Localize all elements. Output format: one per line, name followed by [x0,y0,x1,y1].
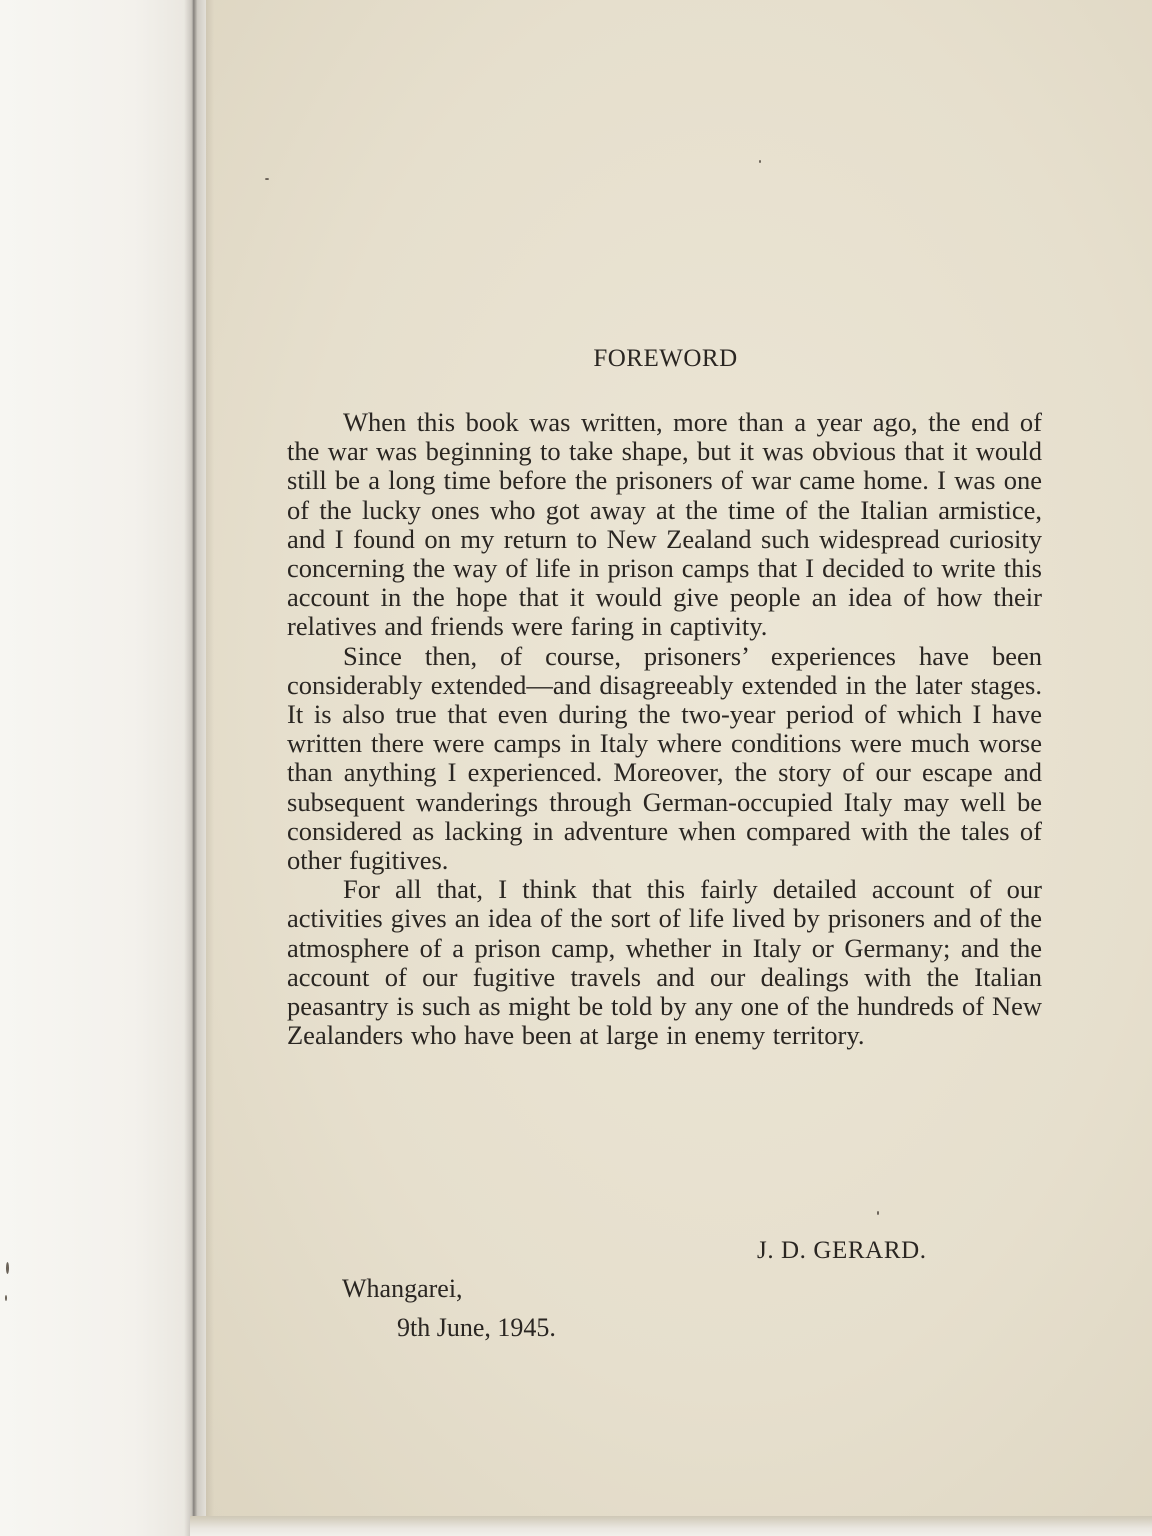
book-gutter [184,0,214,1536]
foreword-text [287,342,1042,1050]
paragraph: When this book was written, more than a year ago, the end of the war was beginning to take shape, but it was obvious that it would still be a long time before the prisoners of war came home. I was one of the lucky ones who got away at the time of the Italian armistice, and I found on my return to New Zealand such widespread curiosity concerning the way of life in prison camps that I decided to write this account in the hope that it would give people an idea of how their relatives and friends were faring in captivity. [287,407,1042,642]
paragraph: For all that, I think that this fairly detailed account of our activities gives an idea of the sort of life lived by prisoners and of the atmosphere of a prison camp, whether in Italy or Germany; and the account of our fugitive travels and our dealings with the Italian peasantry is such as might be told by any one of the hundreds of New Zealanders who have been at large in enemy territory. [287,874,1042,1051]
place-line: Whangarei, [342,1274,463,1303]
page-title: FOREWORD [593,345,738,372]
page-bottom-edge [190,1516,1152,1536]
left-page [0,0,192,1536]
paper-speck [5,1295,7,1301]
paper-speck [265,178,269,180]
paragraph: Since then, of course, prisoners’ experiences have been considerably extended—and disagreeably extended in the later stages. It is also true that even during the two-year period of which I have written there were camps in Italy where conditions were much worse than anything I experienced. Moreover, the story of our escape and subsequent wanderings through German-occupied Italy may well be considered as lacking in adventure when compared with the tales of other fugitives. [287,640,1042,876]
paper-speck [877,1211,879,1215]
author-signature: J. D. GERARD. [757,1237,927,1264]
date-line: 9th June, 1945. [397,1313,556,1342]
paper-speck [6,1262,9,1274]
paper-speck [759,160,761,163]
